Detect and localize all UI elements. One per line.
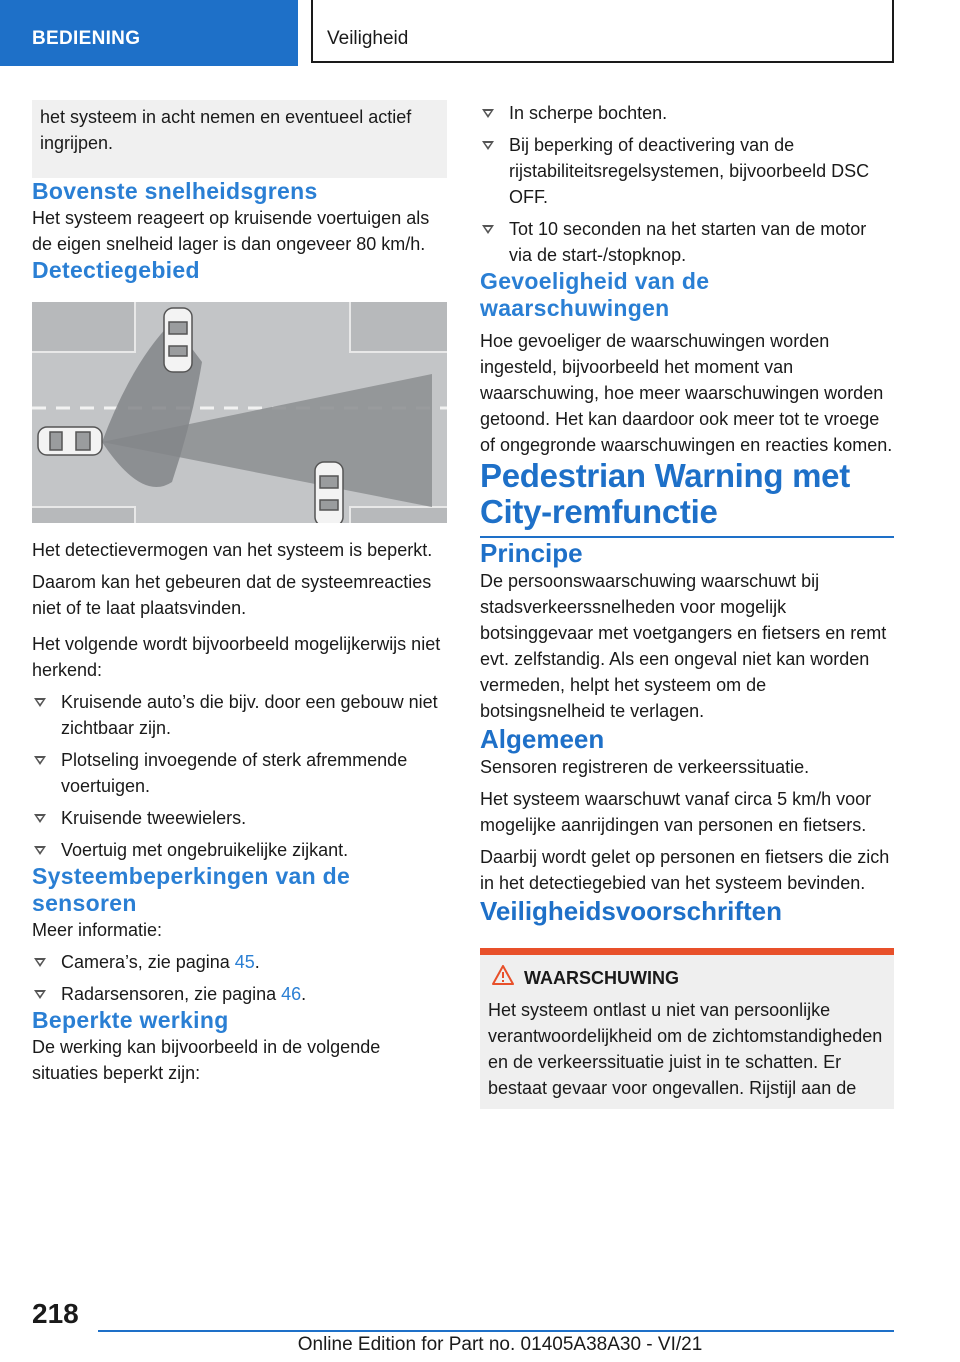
section-label: BEDIENING	[32, 28, 141, 49]
triangle-bullet-icon	[482, 141, 494, 150]
general-p3: Daarbij wordt gelet op personen en fietsers die zich in het detectiegebied van het systeem bevinden.	[480, 847, 890, 893]
heading-warning-sensitivity: Gevoeligheid van de waarschuwingen	[480, 268, 710, 321]
chapter-label: Veiligheid	[327, 28, 409, 49]
list-item: Voertuig met ongebruikelijke zijkant.	[32, 837, 447, 863]
right-column	[480, 100, 894, 1109]
car-left	[38, 427, 102, 455]
triangle-bullet-icon	[34, 958, 46, 967]
general-p2: Het systeem waarschuwt vanaf circa 5 km/h voor mogelijke aanrijdingen van personen en fietsers.	[480, 789, 872, 835]
heading-sensor-limits: Systeembeperkingen van de sensoren	[32, 863, 351, 916]
footer-rule	[98, 1330, 894, 1332]
page-link-46[interactable]: 46	[281, 984, 302, 1004]
triangle-bullet-icon	[34, 846, 46, 855]
left-column	[32, 100, 447, 1086]
car-bottom	[315, 462, 343, 523]
heading-limited-operation: Beperkte werking	[32, 1007, 229, 1033]
limited-operation-text: De werking kan bijvoorbeeld in de volgende situaties beperkt zijn:	[32, 1037, 381, 1083]
heading-safety: Veiligheidsvoorschriften	[480, 896, 782, 926]
heading-detection-area: Detectiegebied	[32, 257, 200, 283]
detection-p1: Het detectievermogen van het systeem is beperkt.	[32, 540, 433, 560]
list-item: Plotseling invoegende of sterk afremmende voertuigen.	[32, 747, 447, 799]
detection-p2: Daarom kan het gebeuren dat de systeemreacties niet of te laat plaatsvinden.	[32, 572, 432, 618]
car-top	[164, 308, 192, 372]
triangle-bullet-icon	[34, 698, 46, 707]
not-detected-list	[32, 689, 447, 863]
heading-speed-limit: Bovenste snelheidsgrens	[32, 178, 318, 204]
heading-general: Algemeen	[480, 724, 605, 754]
warning-box	[480, 955, 894, 1109]
list-item: Bij beperking of deactivering van de rijstabiliteitsregelsystemen, bijvoorbeeld DSC OFF.	[480, 132, 894, 210]
chapter-tab	[311, 0, 894, 63]
heading-principle: Principe	[480, 538, 583, 568]
list-item: In scherpe bochten.	[480, 100, 894, 126]
sensor-limits-text: Meer informatie:	[32, 920, 163, 940]
detection-p3: Het volgende wordt bijvoorbeeld mogelijkerwijs niet herkend:	[32, 634, 441, 680]
general-p1: Sensoren registreren de verkeerssituatie.	[480, 757, 810, 777]
triangle-bullet-icon	[34, 756, 46, 765]
page-link-45[interactable]: 45	[234, 952, 255, 972]
warning-heading: WAARSCHUWING	[524, 965, 886, 991]
limited-situations-list	[480, 100, 894, 268]
list-item: Kruisende tweewielers.	[32, 805, 447, 831]
warning-sensitivity-text: Hoe gevoeliger de waarschuwingen worden ingesteld, bijvoorbeeld het moment van waarschuwing, hoe meer waarschuwingen worden getoond. Het kan daardoor ook meer tot te vroege of ongegronde waarschuwingen en reacties komen.	[480, 331, 893, 455]
warning-triangle-icon	[492, 965, 514, 985]
triangle-bullet-icon	[34, 814, 46, 823]
crossing-diagram	[32, 302, 447, 523]
continued-text: het systeem in acht nemen en eventueel actief ingrijpen.	[40, 107, 412, 153]
sensor-reference-list	[32, 949, 447, 1007]
speed-limit-text: Het systeem reageert op kruisende voertuigen als de eigen snelheid lager is dan ongeveer 80 km/h.	[32, 208, 430, 254]
list-item: Tot 10 seconden na het starten van de motor via de start-/stopknop.	[480, 216, 894, 268]
list-item: Camera’s, zie pagina 45.	[32, 949, 447, 975]
continued-box	[32, 100, 447, 178]
list-item: Kruisende auto’s die bijv. door een gebouw niet zichtbaar zijn.	[32, 689, 447, 741]
edition-text: Online Edition for Part no. 01405A38A30 - VI/21	[297, 1334, 703, 1355]
warning-bar	[480, 948, 894, 955]
page-number: 218	[32, 1298, 79, 1329]
list-item: Radarsensoren, zie pagina 46.	[32, 981, 447, 1007]
triangle-bullet-icon	[34, 990, 46, 999]
section-tab	[0, 0, 298, 66]
triangle-bullet-icon	[482, 109, 494, 118]
chapter-title: Pedestrian Warning met City-remfunctie	[480, 457, 850, 530]
detection-area-illustration	[32, 302, 447, 523]
warning-text: Het systeem ontlast u niet van persoonlijke verantwoordelijkheid om de zichtomstandigheden en de verkeerssituatie juist in te schatten. Er bestaat gevaar voor ongevallen. Rijstijl aan de	[488, 1000, 883, 1098]
principle-text: De persoonswaarschuwing waarschuwt bij stadsverkeerssnelheden voor mogelijk botsinggevaar met voetgangers en fietsers en remt evt. zelfstandig. Als een ongeval niet kan worden vermeden, helpt het systeem om de botsingsnelheid te verlagen.	[480, 571, 887, 721]
triangle-bullet-icon	[482, 225, 494, 234]
